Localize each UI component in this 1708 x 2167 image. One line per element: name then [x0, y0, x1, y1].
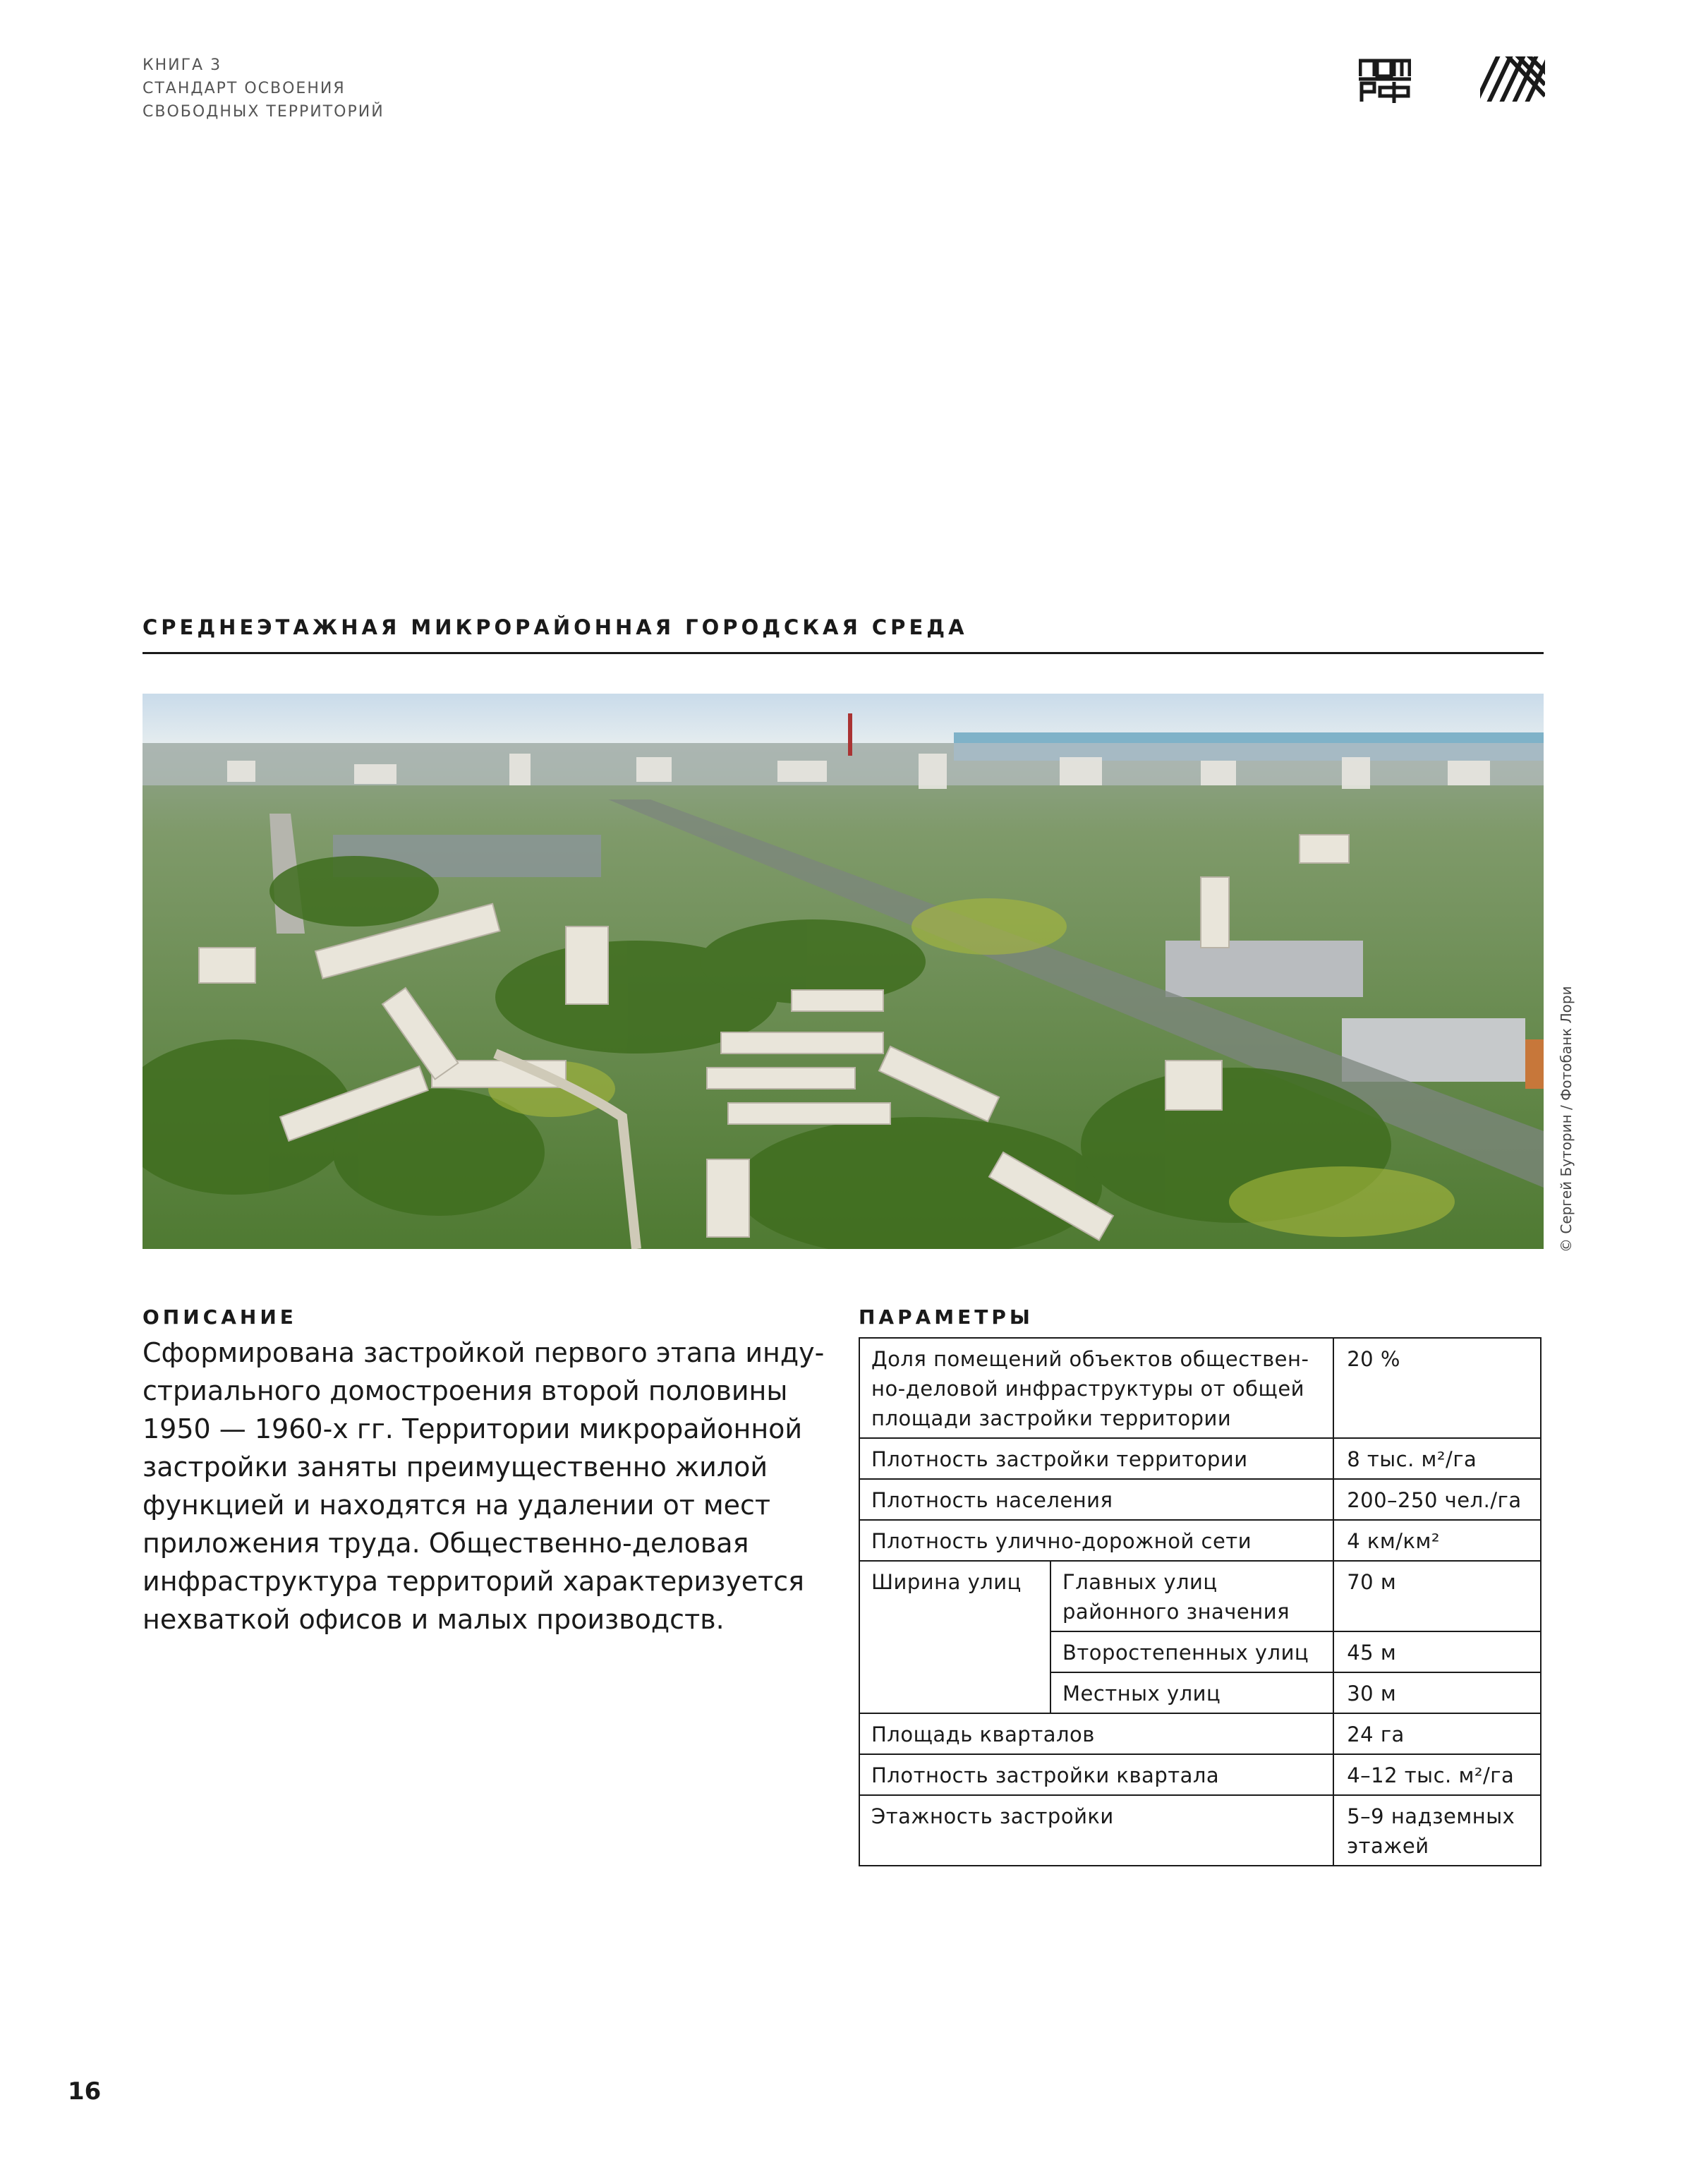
param-label: Плотность застройки территории	[859, 1438, 1333, 1479]
param-value: 200–250 чел./га	[1333, 1479, 1541, 1520]
table-row	[859, 1479, 1541, 1520]
param-label: Этажность застройки	[859, 1795, 1333, 1866]
book-header	[143, 54, 384, 123]
photo-credit: © Сергей Буторин / Фотобанк Лори	[1558, 986, 1575, 1252]
param-label: Площадь кварталов	[859, 1713, 1333, 1754]
table-row	[859, 1795, 1541, 1866]
description-line: функцией и находятся на удалении от мест	[143, 1490, 771, 1521]
param-value: 4–12 тыс. м²/га	[1333, 1754, 1541, 1795]
description-line: приложения труда. Общественно-деловая	[143, 1528, 749, 1559]
striped-square-logo	[1480, 56, 1545, 102]
book-header-line: СТАНДАРТ ОСВОЕНИЯ	[143, 80, 346, 97]
description-line: 1950 — 1960-х гг. Территории микрорайонной	[143, 1413, 803, 1444]
param-label: Плотность улично-дорожной сети	[859, 1520, 1333, 1561]
table-row	[859, 1754, 1541, 1795]
table-row	[859, 1561, 1541, 1631]
table-row	[859, 1438, 1541, 1479]
param-value: 5–9 надземных этажей	[1333, 1795, 1541, 1866]
param-value: 4 км/км²	[1333, 1520, 1541, 1561]
param-group-label: Ширина улиц	[859, 1561, 1050, 1713]
param-sublabel: Главных улиц районного значения	[1050, 1561, 1333, 1631]
param-sublabel: Второстепенных улиц	[1050, 1631, 1333, 1672]
description-line: Сформирована застройкой первого этапа инду-	[143, 1337, 825, 1368]
param-value: 8 тыс. м²/га	[1333, 1438, 1541, 1479]
parameters-heading: ПАРАМЕТРЫ	[859, 1305, 1034, 1329]
table-row	[859, 1338, 1541, 1438]
param-value: 30 м	[1333, 1672, 1541, 1713]
param-sublabel: Местных улиц	[1050, 1672, 1333, 1713]
aerial-city-photo	[143, 694, 1544, 1249]
description-line: инфраструктура территорий характеризуется	[143, 1566, 804, 1597]
param-label: Доля помещений объектов обществен- но-деловой инфраструктуры от общей площади застройки территории	[859, 1338, 1333, 1438]
parameters-table	[859, 1337, 1542, 1866]
description-line: застройки заняты преимущественно жилой	[143, 1451, 768, 1483]
description-text	[143, 1334, 848, 1638]
book-header-line: КНИГА 3	[143, 56, 222, 74]
table-row	[859, 1713, 1541, 1754]
description-line: нехваткой офисов и малых производств.	[143, 1604, 725, 1635]
param-label: Плотность застройки квартала	[859, 1754, 1333, 1795]
description-line: стриального домостроения второй половины	[143, 1375, 788, 1406]
description-heading: ОПИСАНИЕ	[143, 1305, 297, 1329]
section-title: СРЕДНЕЭТАЖНАЯ МИКРОРАЙОННАЯ ГОРОДСКАЯ СРЕДА	[143, 615, 968, 639]
param-value: 20 %	[1333, 1338, 1541, 1438]
param-value: 70 м	[1333, 1561, 1541, 1631]
page-number: 16	[68, 2077, 102, 2106]
book-header-line: СВОБОДНЫХ ТЕРРИТОРИЙ	[143, 103, 384, 121]
dom-rf-logo	[1359, 55, 1411, 104]
table-row	[859, 1520, 1541, 1561]
param-value: 24 га	[1333, 1713, 1541, 1754]
section-divider	[143, 652, 1544, 654]
param-value: 45 м	[1333, 1631, 1541, 1672]
param-label: Плотность населения	[859, 1479, 1333, 1520]
